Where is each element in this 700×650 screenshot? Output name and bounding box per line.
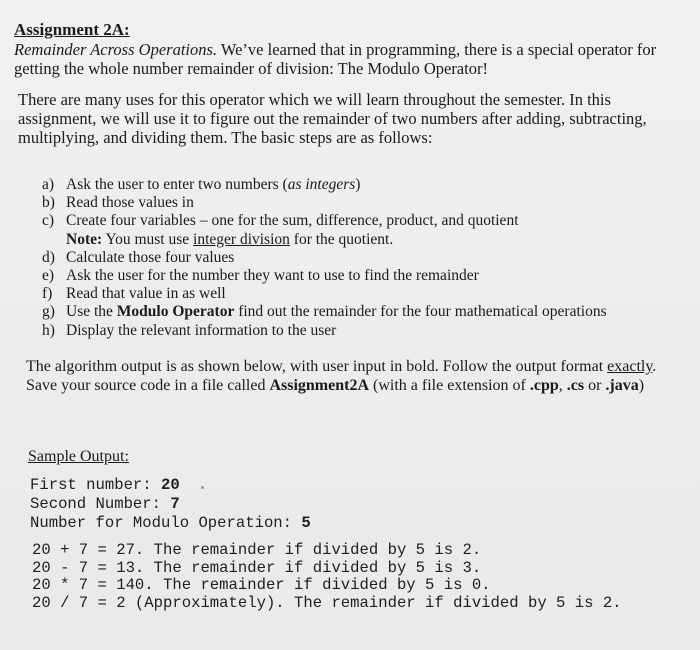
step-text: Display the relevant information to the user bbox=[66, 321, 337, 339]
sample-output-label: Sample Output: bbox=[28, 448, 129, 465]
sample-input: 7 bbox=[170, 495, 180, 513]
step-marker: c) bbox=[42, 212, 55, 230]
step-marker: b) bbox=[42, 194, 55, 212]
result-line: 20 - 7 = 13. The remainder if divided by 5 is 3. bbox=[32, 558, 482, 577]
output-format-paragraph bbox=[26, 358, 681, 395]
sample-prompt: First number: bbox=[30, 476, 162, 494]
format-text-end: ) bbox=[638, 376, 645, 394]
step-marker: e) bbox=[42, 267, 55, 285]
list-item bbox=[42, 194, 682, 212]
result-line: 20 + 7 = 27. The remainder if divided by 5 is 2. bbox=[32, 541, 482, 559]
extension-java: .java bbox=[605, 376, 639, 394]
format-text-ext: (with a file extension of bbox=[369, 376, 530, 394]
step-marker: g) bbox=[42, 303, 55, 321]
step-marker: f) bbox=[42, 285, 53, 303]
separator: , bbox=[558, 376, 567, 394]
sample-results bbox=[32, 542, 622, 612]
format-underlined: exactly bbox=[607, 358, 653, 375]
step-text: Read those values in bbox=[66, 194, 194, 212]
filename: Assignment2A bbox=[269, 376, 370, 394]
sample-line bbox=[30, 495, 311, 514]
step-note bbox=[42, 231, 682, 249]
sample-input: 5 bbox=[301, 514, 311, 532]
step-marker: h) bbox=[42, 321, 55, 339]
intro-paragraph bbox=[14, 40, 684, 78]
step-text-end: ) bbox=[355, 176, 361, 193]
format-text: The algorithm output is as shown below, with user input in bold. Follow the output format bbox=[26, 358, 608, 375]
description-paragraph: There are many uses for this operator which we will learn throughout the semester. In this assignment, we will use it to figure out the remainder of two numbers after adding, subtracting, multiplying, and dividing them. The basic steps are as follows: bbox=[18, 90, 647, 147]
sample-line bbox=[30, 476, 311, 495]
extension-cs: .cs bbox=[566, 376, 585, 394]
step-text: Calculate those four values bbox=[66, 248, 235, 266]
intro-text: We’ve learned that in programming, there is a special operator for getting the whole number remainder of division: The Modulo Operator! bbox=[14, 40, 657, 78]
note-text: You must use bbox=[102, 230, 194, 248]
sample-prompt: Number for Modulo Operation: bbox=[30, 514, 302, 532]
step-bold: Modulo Operator bbox=[116, 303, 235, 321]
sample-input: 20 bbox=[161, 476, 180, 494]
sample-line bbox=[30, 514, 311, 533]
separator: or bbox=[584, 376, 606, 394]
format-text-mid: . Save your source code in a file called bbox=[26, 358, 657, 394]
step-emphasis: as integers bbox=[287, 176, 356, 193]
list-item bbox=[42, 285, 682, 303]
step-marker: a) bbox=[42, 176, 55, 193]
step-text: Create four variables – one for the sum, difference, product, and quotient bbox=[66, 212, 519, 230]
extension-cpp: .cpp bbox=[529, 376, 559, 394]
note-label: Note: bbox=[66, 230, 103, 248]
assignment-title: Assignment 2A: bbox=[14, 20, 130, 39]
sample-io bbox=[30, 476, 311, 533]
list-item bbox=[42, 176, 682, 194]
result-line: 20 / 7 = 2 (Approximately). The remainder if divided by 5 is 2. bbox=[32, 593, 622, 612]
list-item bbox=[42, 249, 682, 267]
step-text: Ask the user to enter two numbers ( bbox=[66, 176, 288, 193]
sample-prompt: Second Number: bbox=[30, 495, 171, 513]
step-marker: d) bbox=[42, 248, 55, 266]
list-item bbox=[42, 322, 682, 340]
step-text: Ask the user for the number they want to use to find the remainder bbox=[66, 267, 479, 285]
note-text-end: for the quotient. bbox=[289, 230, 394, 248]
list-item bbox=[42, 267, 682, 285]
step-text-end: find out the remainder for the four mathematical operations bbox=[234, 303, 607, 321]
result-line: 20 * 7 = 140. The remainder if divided by 5 is 0. bbox=[32, 576, 491, 594]
intro-subtitle: Remainder Across Operations. bbox=[14, 40, 218, 59]
step-text: Read that value in as well bbox=[66, 285, 226, 303]
note-underlined: integer division bbox=[193, 230, 290, 248]
speck-mark bbox=[201, 486, 204, 489]
list-item bbox=[42, 303, 682, 321]
list-item bbox=[42, 212, 682, 230]
steps-list bbox=[42, 176, 682, 340]
step-text: Use the bbox=[66, 303, 117, 321]
